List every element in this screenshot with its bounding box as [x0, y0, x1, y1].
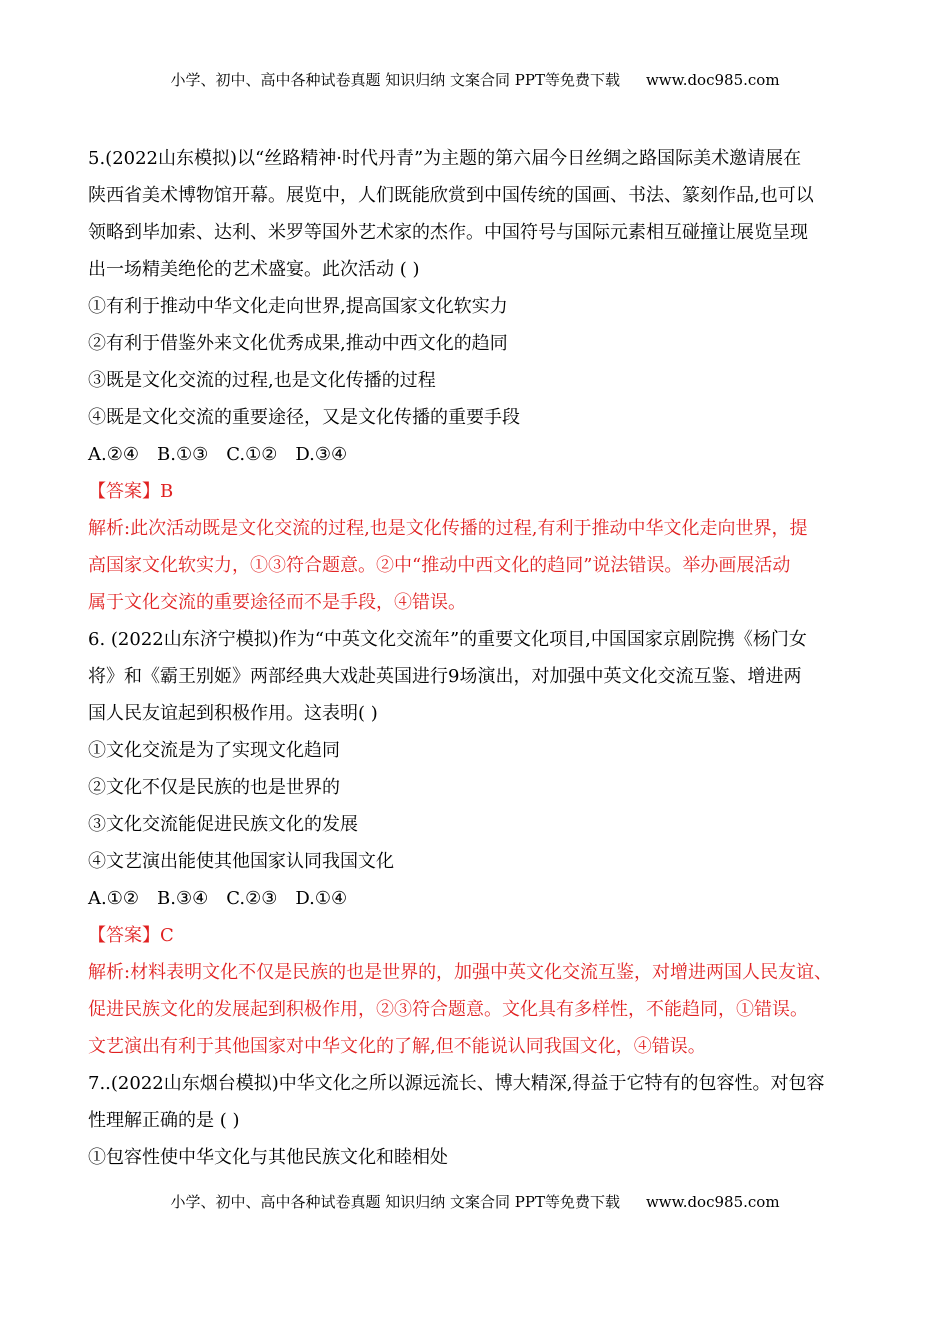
option-c: C.①② — [226, 444, 278, 465]
question-6 — [88, 621, 870, 1065]
page-footer — [0, 1191, 950, 1212]
option-d: D.③④ — [295, 444, 348, 465]
analysis-line: 促进民族文化的发展起到积极作用，②③符合题意。文化具有多样性，不能趋同，①错误。 — [88, 999, 808, 1020]
option-b: B.③④ — [157, 888, 209, 909]
question-stem-line: 将》和《霸王别姬》两部经典大戏赴英国进行9场演出，对加强中英文化交流互鉴、增进两 — [88, 666, 802, 687]
analysis-line: 属于文化交流的重要途径而不是手段，④错误。 — [88, 592, 466, 613]
statement-item: ③既是文化交流的过程,也是文化传播的过程 — [88, 370, 436, 391]
statement-item: ②文化不仅是民族的也是世界的 — [88, 777, 340, 798]
option-d: D.①④ — [295, 888, 348, 909]
answer-label: 【答案】B — [88, 481, 174, 502]
statement-item: ①有利于推动中华文化走向世界,提高国家文化软实力 — [88, 296, 508, 317]
page-header — [0, 69, 950, 90]
analysis-line: 解析:材料表明文化不仅是民族的也是世界的，加强中英文化交流互鉴，对增进两国人民友谊、 — [88, 962, 833, 983]
statement-item: ②有利于借鉴外来文化优秀成果,推动中西文化的趋同 — [88, 333, 508, 354]
footer-text: 小学、初中、高中各种试卷真题 知识归纳 文案合同 PPT等免费下载 — [170, 1193, 620, 1211]
question-stem-line: 陕西省美术博物馆开幕。展览中，人们既能欣赏到中国传统的国画、书法、篆刻作品,也可以 — [88, 185, 814, 206]
analysis-line: 高国家文化软实力，①③符合题意。②中“推动中西文化的趋同”说法错误。举办画展活动 — [88, 555, 791, 576]
answer-options — [88, 880, 870, 917]
option-b: B.①③ — [157, 444, 209, 465]
document-body — [88, 140, 870, 1176]
option-a: A.①② — [88, 888, 139, 909]
answer-label: 【答案】C — [88, 925, 174, 946]
statement-item: ①文化交流是为了实现文化趋同 — [88, 740, 340, 761]
question-stem-line: 国人民友谊起到积极作用。这表明( ) — [88, 703, 378, 724]
question-stem-line: 出一场精美绝伦的艺术盛宴。此次活动 ( ) — [88, 259, 420, 280]
header-text: 小学、初中、高中各种试卷真题 知识归纳 文案合同 PPT等免费下载 — [170, 71, 620, 89]
header-url[interactable]: www.doc985.com — [645, 71, 780, 89]
option-c: C.②③ — [226, 888, 278, 909]
analysis-line: 解析:此次活动既是文化交流的过程,也是文化传播的过程,有利于推动中华文化走向世界，提 — [88, 518, 808, 539]
statement-item: ③文化交流能促进民族文化的发展 — [88, 814, 358, 835]
answer-options — [88, 436, 870, 473]
question-stem-line: 6. (2022山东济宁模拟)作为“中英文化交流年”的重要文化项目,中国国家京剧院携《杨门女 — [88, 629, 807, 650]
statement-item: ①包容性使中华文化与其他民族文化和睦相处 — [88, 1147, 448, 1168]
option-a: A.②④ — [88, 444, 139, 465]
question-7 — [88, 1065, 870, 1176]
statement-item: ④既是文化交流的重要途径，又是文化传播的重要手段 — [88, 407, 520, 428]
analysis-line: 文艺演出有利于其他国家对中华文化的了解,但不能说认同我国文化，④错误。 — [88, 1036, 706, 1057]
footer-url[interactable]: www.doc985.com — [645, 1193, 780, 1211]
question-5 — [88, 140, 870, 621]
question-stem-line: 性理解正确的是 ( ) — [88, 1110, 240, 1131]
question-stem-line: 7..(2022山东烟台模拟)中华文化之所以源远流长、博大精深,得益于它特有的包容性。对包容 — [88, 1073, 825, 1094]
question-stem-line: 领略到毕加索、达利、米罗等国外艺术家的杰作。中国符号与国际元素相互碰撞让展览呈现 — [88, 222, 808, 243]
question-stem-line: 5.(2022山东模拟)以“丝路精神·时代丹青”为主题的第六届今日丝绸之路国际美术邀请展在 — [88, 148, 802, 169]
statement-item: ④文艺演出能使其他国家认同我国文化 — [88, 851, 394, 872]
